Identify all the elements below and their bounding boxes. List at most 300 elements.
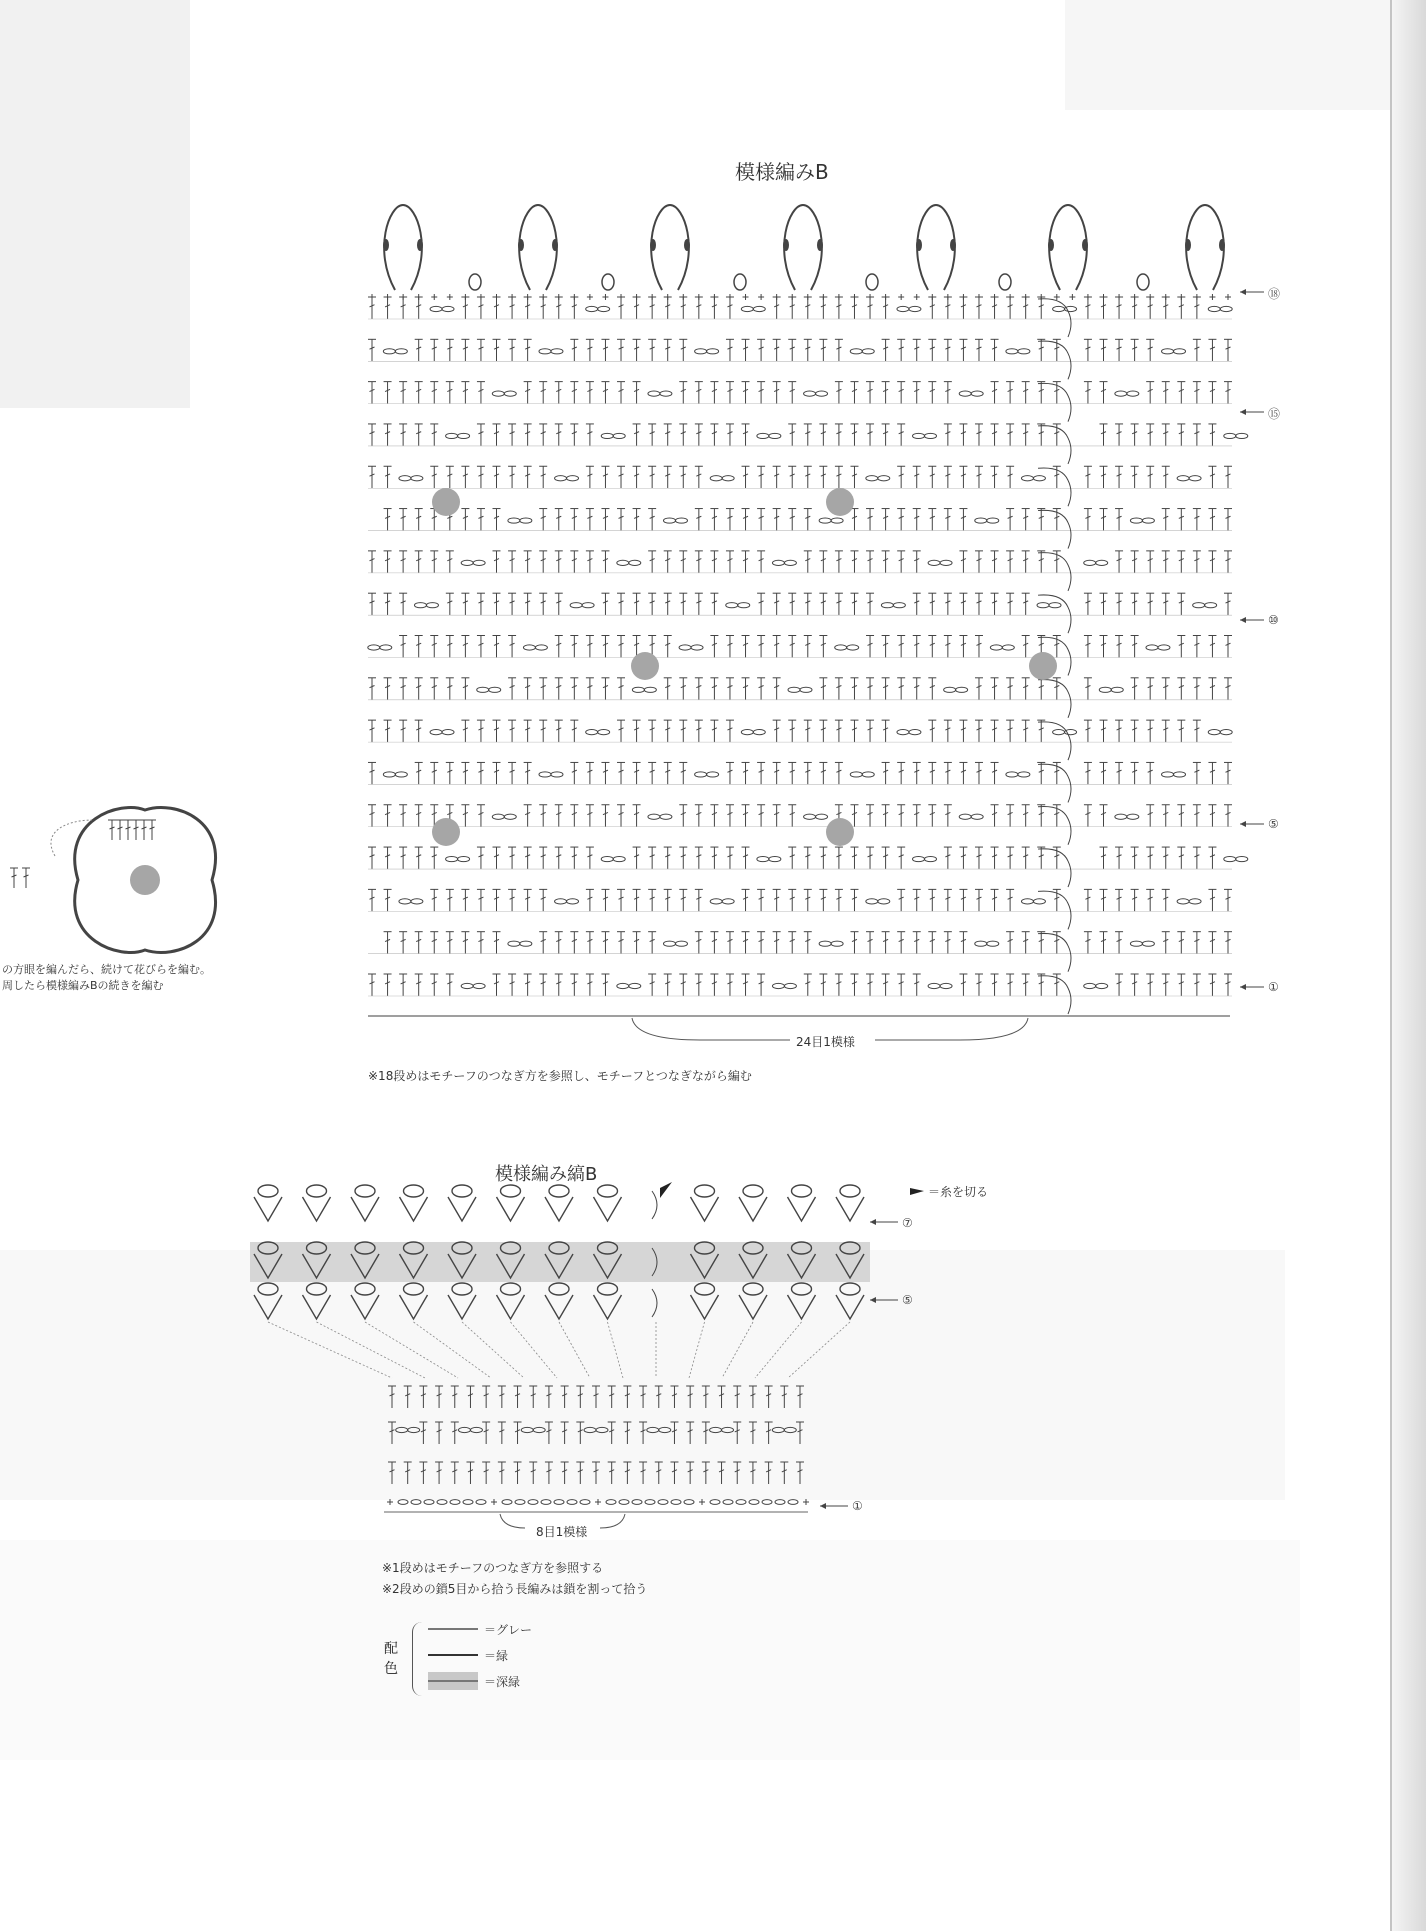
double-crochet-symbol xyxy=(835,551,843,573)
stripe-row-marker-1: ① xyxy=(852,1499,863,1513)
double-crochet-symbol xyxy=(991,762,999,784)
row-arrow-head xyxy=(1240,409,1246,415)
chain-stitch-symbol xyxy=(1162,349,1186,354)
chain-stitch-symbol xyxy=(477,687,501,692)
chain-stitch-symbol xyxy=(775,1500,785,1505)
chain-loop-symbol xyxy=(598,1185,618,1197)
double-crochet-symbol xyxy=(773,382,781,404)
double-crochet-symbol xyxy=(493,424,501,446)
double-crochet-symbol xyxy=(608,1386,616,1408)
double-crochet-symbol xyxy=(850,297,858,319)
chain-stitch-symbol xyxy=(446,433,470,438)
double-crochet-symbol xyxy=(804,636,812,658)
double-crochet-symbol xyxy=(959,847,967,869)
double-crochet-symbol xyxy=(477,805,485,827)
double-crochet-symbol xyxy=(897,974,905,996)
double-crochet-symbol xyxy=(617,678,625,700)
chain-stitch-symbol xyxy=(539,772,563,777)
double-crochet-symbol xyxy=(1224,805,1232,827)
double-crochet-symbol xyxy=(726,720,734,742)
double-crochet-symbol xyxy=(1146,889,1154,911)
v-stitch-symbol xyxy=(545,1295,573,1319)
double-crochet-symbol xyxy=(601,932,609,954)
double-crochet-symbol xyxy=(695,805,703,827)
double-crochet-symbol xyxy=(1131,424,1139,446)
double-crochet-symbol xyxy=(477,720,485,742)
double-crochet-symbol xyxy=(819,720,827,742)
double-crochet-symbol xyxy=(850,382,858,404)
double-crochet-symbol xyxy=(633,720,641,742)
diagram-b-title: 模様編みB xyxy=(735,160,829,184)
chain-loop-symbol xyxy=(307,1283,327,1295)
double-crochet-symbol xyxy=(944,466,952,488)
double-crochet-symbol xyxy=(539,847,547,869)
double-crochet-symbol xyxy=(1022,424,1030,446)
double-crochet-symbol xyxy=(991,466,999,488)
chain-loop-symbol xyxy=(695,1185,715,1197)
chain-stitch-symbol xyxy=(632,1500,642,1505)
double-crochet-symbol xyxy=(399,297,407,319)
chain-stitch-symbol xyxy=(555,476,579,481)
chain-stitch-symbol xyxy=(521,1427,545,1432)
chain-stitch-symbol xyxy=(772,1427,796,1432)
double-crochet-symbol xyxy=(430,551,438,573)
double-crochet-symbol xyxy=(148,820,156,840)
double-crochet-symbol xyxy=(991,593,999,615)
double-crochet-symbol xyxy=(399,974,407,996)
chain-stitch-symbol xyxy=(461,560,485,565)
double-crochet-symbol xyxy=(819,424,827,446)
double-crochet-symbol xyxy=(913,805,921,827)
double-crochet-symbol xyxy=(1022,932,1030,954)
double-crochet-symbol xyxy=(1006,932,1014,954)
chain-stitch-symbol xyxy=(695,772,719,777)
double-crochet-symbol xyxy=(399,932,407,954)
double-crochet-symbol xyxy=(539,720,547,742)
double-crochet-symbol xyxy=(695,847,703,869)
double-crochet-symbol xyxy=(819,974,827,996)
double-crochet-symbol xyxy=(415,339,423,361)
picot-bead-symbol xyxy=(518,239,524,251)
v-stitch-symbol xyxy=(448,1295,476,1319)
double-crochet-symbol xyxy=(866,551,874,573)
v-stitch-symbol xyxy=(836,1197,864,1221)
double-crochet-symbol xyxy=(796,1462,804,1484)
double-crochet-symbol xyxy=(461,636,469,658)
chain-stitch-symbol xyxy=(1130,941,1154,946)
chain-stitch-symbol xyxy=(1193,603,1217,608)
double-crochet-symbol xyxy=(1084,805,1092,827)
double-crochet-symbol xyxy=(570,382,578,404)
double-crochet-symbol xyxy=(773,339,781,361)
double-crochet-symbol xyxy=(617,466,625,488)
double-crochet-symbol xyxy=(1022,847,1030,869)
double-crochet-symbol xyxy=(742,339,750,361)
double-crochet-symbol xyxy=(944,932,952,954)
double-crochet-symbol xyxy=(648,889,656,911)
double-crochet-symbol xyxy=(788,382,796,404)
double-crochet-symbol xyxy=(623,1386,631,1408)
double-crochet-symbol xyxy=(368,551,376,573)
chain-stitch-symbol xyxy=(601,433,625,438)
double-crochet-symbol xyxy=(928,593,936,615)
double-crochet-symbol xyxy=(1084,466,1092,488)
double-crochet-symbol xyxy=(529,1462,537,1484)
double-crochet-symbol xyxy=(477,466,485,488)
chain-loop-symbol xyxy=(501,1283,521,1295)
double-crochet-symbol xyxy=(850,509,858,531)
double-crochet-symbol xyxy=(1022,636,1030,658)
chain-stitch-symbol xyxy=(679,645,703,650)
double-crochet-symbol xyxy=(415,974,423,996)
double-crochet-symbol xyxy=(570,339,578,361)
double-crochet-symbol xyxy=(765,1462,773,1484)
double-crochet-symbol xyxy=(1037,551,1045,573)
chain-loop-symbol xyxy=(695,1283,715,1295)
double-crochet-symbol xyxy=(430,424,438,446)
double-crochet-symbol xyxy=(866,974,874,996)
chain-stitch-symbol xyxy=(647,1427,671,1432)
double-crochet-symbol xyxy=(477,932,485,954)
double-crochet-symbol xyxy=(435,1462,443,1484)
double-crochet-symbol xyxy=(1177,805,1185,827)
double-crochet-symbol xyxy=(399,593,407,615)
v-stitch-symbol xyxy=(788,1295,816,1319)
double-crochet-symbol xyxy=(539,297,547,319)
double-crochet-symbol xyxy=(1177,297,1185,319)
double-crochet-symbol xyxy=(664,551,672,573)
chain-stitch-symbol xyxy=(1021,899,1045,904)
double-crochet-symbol xyxy=(539,509,547,531)
double-crochet-symbol xyxy=(430,889,438,911)
double-crochet-symbol xyxy=(1131,720,1139,742)
double-crochet-symbol xyxy=(866,424,874,446)
chain-stitch-symbol xyxy=(632,687,656,692)
chain-stitch-symbol xyxy=(757,856,781,861)
double-crochet-symbol xyxy=(710,720,718,742)
double-crochet-symbol xyxy=(415,551,423,573)
color-legend-heading-2: 色 xyxy=(384,1661,398,1677)
double-crochet-symbol xyxy=(539,678,547,700)
double-crochet-symbol xyxy=(991,720,999,742)
chain-stitch-symbol xyxy=(1099,687,1123,692)
double-crochet-symbol xyxy=(415,424,423,446)
double-crochet-symbol xyxy=(1146,762,1154,784)
double-crochet-symbol xyxy=(1099,720,1107,742)
double-crochet-symbol xyxy=(773,805,781,827)
double-crochet-symbol xyxy=(664,974,672,996)
double-crochet-symbol xyxy=(866,297,874,319)
double-crochet-symbol xyxy=(384,805,392,827)
chain-stitch-symbol xyxy=(1177,899,1201,904)
double-crochet-symbol xyxy=(655,1462,663,1484)
chain-stitch-symbol xyxy=(601,856,625,861)
double-crochet-symbol xyxy=(773,297,781,319)
double-crochet-symbol xyxy=(1208,466,1216,488)
double-crochet-symbol xyxy=(913,551,921,573)
double-crochet-symbol xyxy=(384,382,392,404)
double-crochet-symbol xyxy=(570,762,578,784)
double-crochet-symbol xyxy=(446,551,454,573)
double-crochet-symbol xyxy=(461,593,469,615)
double-crochet-symbol xyxy=(670,1422,678,1444)
double-crochet-symbol xyxy=(140,820,148,840)
double-crochet-symbol xyxy=(788,593,796,615)
double-crochet-symbol xyxy=(788,509,796,531)
chain-stitch-symbol xyxy=(913,856,937,861)
double-crochet-symbol xyxy=(1115,297,1123,319)
double-crochet-symbol xyxy=(586,678,594,700)
double-crochet-symbol xyxy=(975,762,983,784)
double-crochet-symbol xyxy=(1037,932,1045,954)
double-crochet-symbol xyxy=(819,297,827,319)
double-crochet-symbol xyxy=(1193,720,1201,742)
chain-stitch-symbol xyxy=(617,560,641,565)
stripe-repeat-label: 8目1模様 xyxy=(536,1525,588,1539)
double-crochet-symbol xyxy=(670,1386,678,1408)
v-stitch-symbol xyxy=(497,1197,525,1221)
motif-join-dot xyxy=(826,818,854,846)
double-crochet-symbol xyxy=(1224,678,1232,700)
diagram-stripe-b-title: 模様編み縞B xyxy=(495,1164,598,1185)
double-crochet-symbol xyxy=(819,847,827,869)
chain-stitch-symbol xyxy=(881,603,905,608)
double-crochet-symbol xyxy=(757,974,765,996)
double-crochet-symbol xyxy=(897,762,905,784)
double-crochet-symbol xyxy=(1224,593,1232,615)
double-crochet-symbol xyxy=(944,847,952,869)
double-crochet-symbol xyxy=(710,424,718,446)
double-crochet-symbol xyxy=(882,974,890,996)
turning-chain-symbol xyxy=(1038,468,1071,506)
double-crochet-symbol xyxy=(648,593,656,615)
v-stitch-symbol xyxy=(254,1295,282,1319)
double-crochet-symbol xyxy=(819,636,827,658)
double-crochet-symbol xyxy=(1208,339,1216,361)
double-crochet-symbol xyxy=(1131,678,1139,700)
chain-stitch-symbol xyxy=(726,603,750,608)
double-crochet-symbol xyxy=(648,551,656,573)
double-crochet-symbol xyxy=(633,847,641,869)
chain-loop-symbol xyxy=(452,1283,472,1295)
chain-stitch-symbol xyxy=(1130,518,1154,523)
double-crochet-symbol xyxy=(617,509,625,531)
double-crochet-symbol xyxy=(757,551,765,573)
double-crochet-symbol xyxy=(1193,339,1201,361)
double-crochet-symbol xyxy=(804,847,812,869)
double-crochet-symbol xyxy=(975,636,983,658)
v-stitch-symbol xyxy=(351,1197,379,1221)
turning-chain-symbol xyxy=(1038,426,1071,464)
chain-stitch-symbol xyxy=(461,983,485,988)
double-crochet-symbol xyxy=(819,466,827,488)
double-crochet-symbol xyxy=(108,820,116,840)
double-crochet-symbol xyxy=(866,382,874,404)
double-crochet-symbol xyxy=(508,593,516,615)
turning-chain-symbol xyxy=(1038,976,1071,1014)
double-crochet-symbol xyxy=(975,297,983,319)
double-crochet-symbol xyxy=(670,1462,678,1484)
double-crochet-symbol xyxy=(1037,424,1045,446)
double-crochet-symbol xyxy=(592,1386,600,1408)
chain-stitch-symbol xyxy=(850,772,874,777)
double-crochet-symbol xyxy=(835,424,843,446)
double-crochet-symbol xyxy=(710,593,718,615)
chain-stitch-symbol xyxy=(617,983,641,988)
chain-stitch-symbol xyxy=(944,687,968,692)
chain-stitch-symbol xyxy=(584,1427,608,1432)
double-crochet-symbol xyxy=(850,889,858,911)
chain-stitch-symbol xyxy=(928,560,952,565)
small-picot-symbol xyxy=(866,274,878,290)
double-crochet-symbol xyxy=(430,974,438,996)
chain-stitch-symbol xyxy=(539,349,563,354)
chain-loop-symbol xyxy=(404,1283,424,1295)
double-crochet-symbol xyxy=(679,805,687,827)
chain-loop-symbol xyxy=(258,1185,278,1197)
double-crochet-symbol xyxy=(399,551,407,573)
double-crochet-symbol xyxy=(749,1422,757,1444)
double-crochet-symbol xyxy=(710,297,718,319)
double-crochet-symbol xyxy=(742,805,750,827)
chain-stitch-symbol xyxy=(819,518,843,523)
double-crochet-symbol xyxy=(384,551,392,573)
chain-stitch-symbol xyxy=(430,730,454,735)
double-crochet-symbol xyxy=(545,1422,553,1444)
double-crochet-symbol xyxy=(1006,805,1014,827)
double-crochet-symbol xyxy=(991,551,999,573)
small-picot-symbol xyxy=(999,274,1011,290)
double-crochet-symbol xyxy=(991,297,999,319)
double-crochet-symbol xyxy=(928,509,936,531)
double-crochet-symbol xyxy=(928,339,936,361)
double-crochet-symbol xyxy=(679,593,687,615)
double-crochet-symbol xyxy=(368,762,376,784)
double-crochet-symbol xyxy=(524,889,532,911)
double-crochet-symbol xyxy=(384,424,392,446)
double-crochet-symbol xyxy=(975,974,983,996)
double-crochet-symbol xyxy=(819,551,827,573)
turning-chain-symbol xyxy=(1038,680,1071,718)
double-crochet-symbol xyxy=(1084,297,1092,319)
double-crochet-symbol xyxy=(1208,382,1216,404)
double-crochet-symbol xyxy=(1099,509,1107,531)
diagram-b-row-marker-1: ① xyxy=(1268,980,1279,994)
small-picot-symbol xyxy=(734,274,746,290)
double-crochet-symbol xyxy=(726,297,734,319)
chain-loop-symbol xyxy=(258,1283,278,1295)
double-crochet-symbol xyxy=(1193,762,1201,784)
chain-stitch-symbol xyxy=(368,645,392,650)
chain-stitch-symbol xyxy=(658,1500,668,1505)
double-crochet-symbol xyxy=(514,1422,522,1444)
chain-stitch-symbol xyxy=(508,941,532,946)
double-crochet-symbol xyxy=(1162,805,1170,827)
double-crochet-symbol xyxy=(22,868,30,888)
color-legend-heading-1: 配 xyxy=(384,1641,398,1657)
double-crochet-symbol xyxy=(399,720,407,742)
legend-swatch-deep-green-line xyxy=(428,1680,478,1682)
double-crochet-symbol xyxy=(1037,847,1045,869)
double-crochet-symbol xyxy=(601,551,609,573)
double-crochet-symbol xyxy=(415,382,423,404)
double-crochet-symbol xyxy=(592,1462,600,1484)
double-crochet-symbol xyxy=(539,424,547,446)
double-crochet-symbol xyxy=(788,424,796,446)
double-crochet-symbol xyxy=(446,382,454,404)
v-stitch-symbol xyxy=(303,1295,331,1319)
double-crochet-symbol xyxy=(664,762,672,784)
turning-chain-symbol xyxy=(1038,299,1071,337)
double-crochet-symbol xyxy=(477,762,485,784)
double-crochet-symbol xyxy=(399,805,407,827)
double-crochet-symbol xyxy=(1224,762,1232,784)
double-crochet-symbol xyxy=(1006,889,1014,911)
picot-bead-symbol xyxy=(650,239,656,251)
chain-stitch-symbol xyxy=(430,306,454,311)
double-crochet-symbol xyxy=(742,678,750,700)
double-crochet-symbol xyxy=(1037,805,1045,827)
double-crochet-symbol xyxy=(1193,847,1201,869)
row-arrow-head xyxy=(1240,821,1246,827)
double-crochet-symbol xyxy=(498,1386,506,1408)
double-crochet-symbol xyxy=(482,1462,490,1484)
double-crochet-symbol xyxy=(1131,593,1139,615)
double-crochet-symbol xyxy=(633,466,641,488)
double-crochet-symbol xyxy=(1022,551,1030,573)
double-crochet-symbol xyxy=(1006,509,1014,531)
double-crochet-symbol xyxy=(508,636,516,658)
double-crochet-symbol xyxy=(633,593,641,615)
double-crochet-symbol xyxy=(913,678,921,700)
double-crochet-symbol xyxy=(419,1462,427,1484)
double-crochet-symbol xyxy=(430,339,438,361)
double-crochet-symbol xyxy=(1084,720,1092,742)
double-crochet-symbol xyxy=(1022,509,1030,531)
double-crochet-symbol xyxy=(679,382,687,404)
double-crochet-symbol xyxy=(1224,466,1232,488)
double-crochet-symbol xyxy=(1193,551,1201,573)
double-crochet-symbol xyxy=(757,678,765,700)
chain-stitch-symbol xyxy=(1053,306,1077,311)
chain-stitch-symbol xyxy=(515,1500,525,1505)
double-crochet-symbol xyxy=(897,339,905,361)
chain-loop-symbol xyxy=(743,1283,763,1295)
double-crochet-symbol xyxy=(1177,847,1185,869)
double-crochet-symbol xyxy=(733,1462,741,1484)
double-crochet-symbol xyxy=(757,509,765,531)
double-crochet-symbol xyxy=(570,424,578,446)
double-crochet-symbol xyxy=(477,339,485,361)
double-crochet-symbol xyxy=(679,551,687,573)
double-crochet-symbol xyxy=(718,1462,726,1484)
double-crochet-symbol xyxy=(804,932,812,954)
double-crochet-symbol xyxy=(897,889,905,911)
motif-join-dot xyxy=(826,488,854,516)
chain-stitch-symbol xyxy=(736,1500,746,1505)
double-crochet-symbol xyxy=(1131,297,1139,319)
double-crochet-symbol xyxy=(430,636,438,658)
v-stitch-symbol xyxy=(594,1295,622,1319)
double-crochet-symbol xyxy=(555,805,563,827)
double-crochet-symbol xyxy=(524,466,532,488)
double-crochet-symbol xyxy=(493,974,501,996)
motif-note-line2: 周したら模様編みBの続きを編む xyxy=(2,979,164,992)
double-crochet-symbol xyxy=(368,974,376,996)
chain-stitch-symbol xyxy=(710,1500,720,1505)
double-crochet-symbol xyxy=(601,339,609,361)
double-crochet-symbol xyxy=(477,847,485,869)
